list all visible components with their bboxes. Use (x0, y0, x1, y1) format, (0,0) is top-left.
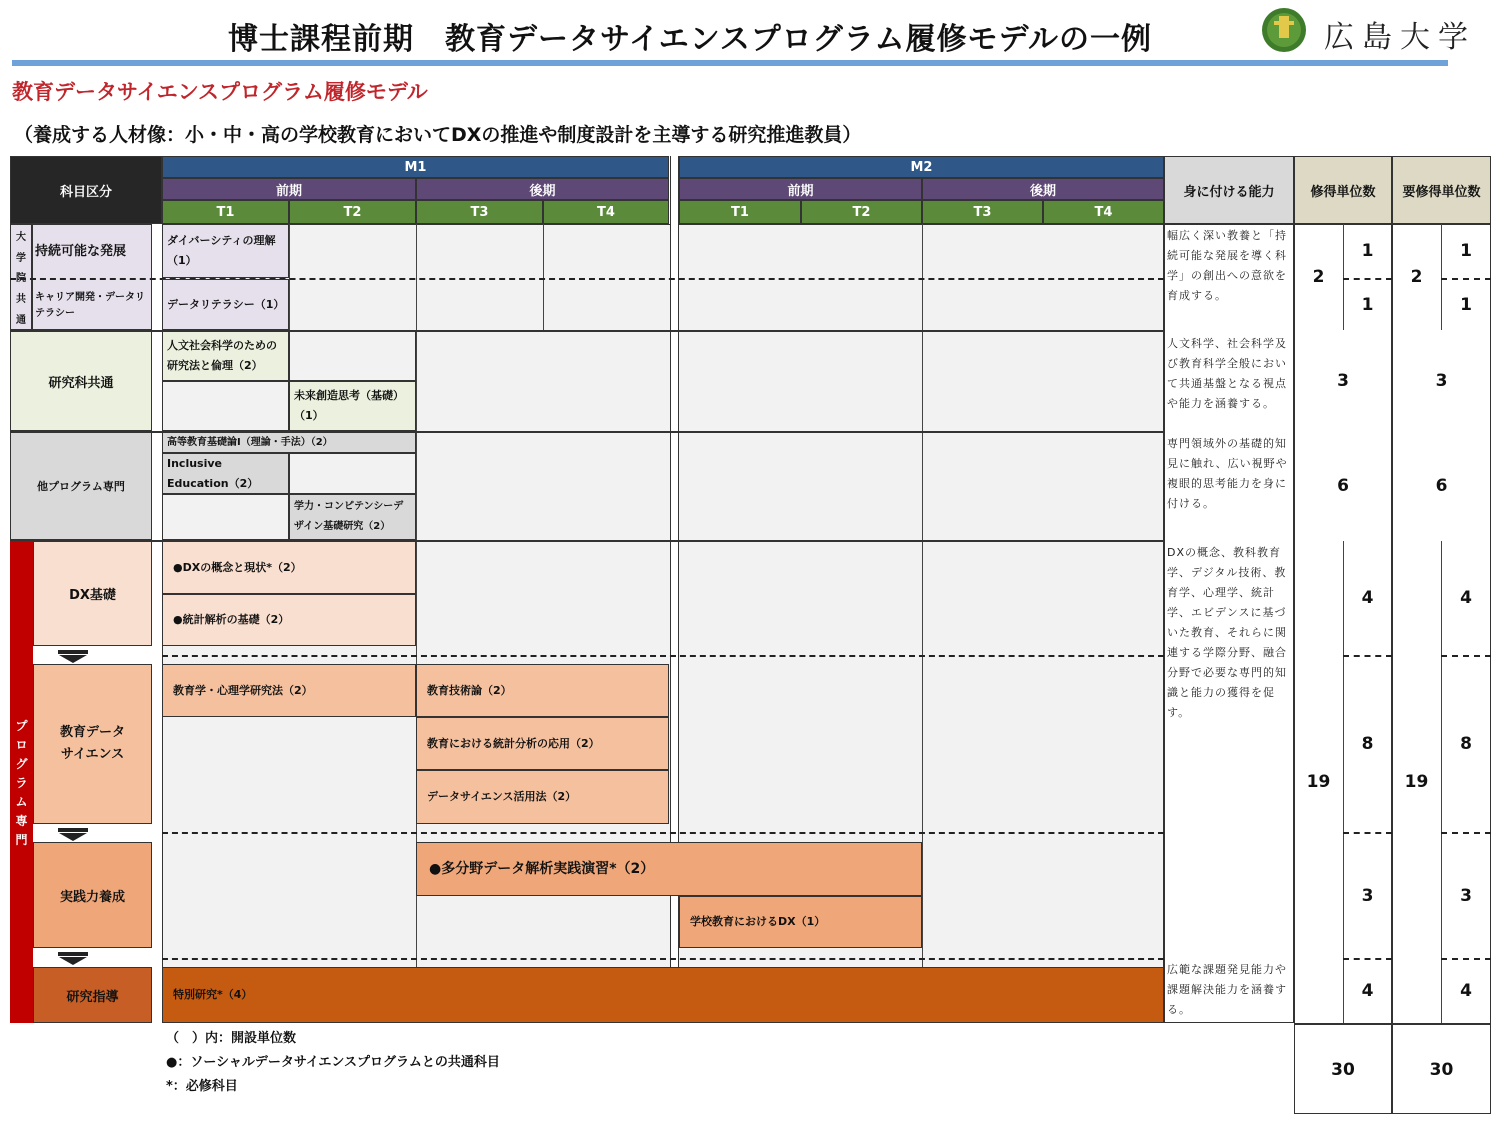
m2-t1: T1 (679, 200, 801, 224)
course-edu-tech: 教育技術論（2） (416, 664, 669, 717)
flow-arrow-bar (58, 650, 88, 654)
earned-program-total: 19 (1306, 772, 1331, 792)
required-grad-total: 2 (1410, 267, 1423, 287)
subtitle: （養成する人材像：小・中・高の学校教育においてDXの推進や制度設計を主導する研究推進教員） (14, 124, 862, 146)
required-dx-basic: 4 (1460, 588, 1472, 608)
earned-grad-total: 2 (1312, 267, 1325, 287)
earned-eds: 8 (1361, 734, 1374, 754)
legend-asterisk: *：必修科目 (166, 1079, 238, 1094)
empty-cell (289, 331, 416, 381)
course-stats-application: 教育における統計分析の応用（2） (416, 717, 669, 770)
m1-t1: T1 (162, 200, 289, 224)
ability-other-program: 専門領域外の基礎的知見に触れ、広い視野や複眼的思考能力を身に付ける。 (1167, 437, 1288, 510)
page-title: 博士課程前期 教育データサイエンスプログラム履修モデルの一例 (228, 22, 1152, 57)
required-eds: 8 (1460, 734, 1472, 754)
category-career: キャリア開発・データリテラシー (35, 292, 145, 319)
grid-line (416, 224, 417, 1023)
earned-other-program: 6 (1337, 476, 1349, 496)
earned-practice: 3 (1361, 885, 1374, 906)
flow-arrow-icon (59, 655, 87, 663)
grid-line (543, 224, 544, 330)
earned-total: 30 (1331, 1059, 1355, 1080)
ability-header: 身に付ける能力 (1164, 156, 1294, 224)
course-data-literacy: データリテラシー（1） (162, 279, 289, 330)
category-header: 科目区分 (10, 156, 162, 224)
ability-grad-common: 幅広く深い教養と「持続可能な発展を導く科学」の創出への意欲を育成する。 (1167, 229, 1287, 302)
course-ds-usage: データサイエンス活用法（2） (416, 770, 669, 824)
legend-parens: （ ）内：開設単位数 (166, 1031, 297, 1046)
category-research-guidance: 研究指導 (33, 967, 152, 1023)
ability-program: DXの概念、教科教育学、デジタル技術、教育学、心理学、統計学、エビデンスに基づいた教育、それらに関連する学際分野、融合分野で必要な専門的知識と能力の獲得を促す。 (1167, 546, 1287, 719)
empty-cell (162, 494, 289, 540)
section-title: 教育データサイエンスプログラム履修モデル (12, 80, 428, 104)
m2-t3: T3 (922, 200, 1043, 224)
legend-circle: ●：ソーシャルデータサイエンスプログラムとの共通科目 (166, 1055, 500, 1070)
category-sustainable: 持続可能な発展 (35, 244, 127, 259)
course-diversity: ダイバーシティの理解（1） (162, 224, 289, 278)
m1-header: M1 (162, 156, 669, 178)
required-other-program: 6 (1435, 476, 1448, 496)
grid-line (289, 224, 290, 330)
course-higher-ed: 高等教育基礎論Ⅰ（理論・手法）（2） (162, 432, 416, 453)
earned-dx-basic: 4 (1361, 588, 1374, 608)
ability-research: 広範な課題発見能力や課題解決能力を涵養する。 (1167, 963, 1287, 1016)
category-dx-basic: DX基礎 (33, 541, 152, 646)
category-other-program: 他プログラム専門 (10, 432, 152, 540)
dashed-divider (162, 655, 1164, 657)
course-inclusive: Inclusive Education（2） (162, 453, 289, 494)
course-special-research: 特別研究*（4） (162, 967, 1164, 1023)
flow-arrow-icon (59, 957, 87, 965)
m2-second-half: 後期 (922, 178, 1164, 200)
course-school-dx: 学校教育におけるDX（1） (679, 896, 922, 948)
course-multi-field: ●多分野データ解析実践演習*（2） (416, 842, 922, 896)
category-practice: 実践力養成 (33, 842, 152, 948)
earned-career: 1 (1361, 294, 1374, 315)
course-edu-psych: 教育学・心理学研究法（2） (162, 664, 416, 717)
m2-first-half: 前期 (679, 178, 922, 200)
earned-sustainable: 1 (1361, 241, 1374, 261)
flow-arrow-icon (59, 833, 87, 841)
course-humanities-methods: 人文社会科学のための研究法と倫理（2） (162, 331, 289, 381)
category-research-common: 研究科共通 (10, 331, 152, 431)
m1-t4: T4 (543, 200, 669, 224)
flow-arrow-bar (58, 952, 88, 956)
dashed-divider (162, 832, 1164, 834)
earned-credits-header: 修得単位数 (1294, 156, 1392, 224)
course-dx-concept: ●DXの概念と現状*（2） (162, 541, 416, 594)
flow-arrow-bar (58, 828, 88, 832)
m1-t3: T3 (416, 200, 543, 224)
m2-t4: T4 (1043, 200, 1164, 224)
grad-common-label: 大 学 院 共 通 (10, 224, 32, 330)
category-eds: 教育データ サイエンス (33, 664, 152, 824)
grid-line (922, 224, 923, 1023)
required-sustainable: 1 (1460, 241, 1472, 261)
required-research-common: 3 (1435, 371, 1448, 391)
m1-first-half: 前期 (162, 178, 416, 200)
m1-second-half: 後期 (416, 178, 669, 200)
m1-t2: T2 (289, 200, 416, 224)
required-practice: 3 (1460, 885, 1472, 906)
course-stats-basic: ●統計解析の基礎（2） (162, 594, 416, 646)
m2-t2: T2 (801, 200, 922, 224)
university-logo-icon (1260, 6, 1316, 54)
m2-header: M2 (679, 156, 1164, 178)
ability-research-common: 人文科学、社会科学及び教育科学全般において共通基盤となる視点や能力を涵養する。 (1167, 337, 1287, 410)
required-research: 4 (1460, 981, 1472, 1001)
required-total: 30 (1429, 1059, 1454, 1080)
earned-research: 4 (1361, 981, 1374, 1001)
university-name: 広島大学 (1324, 20, 1476, 55)
dashed-divider (162, 958, 1164, 960)
category-program: プ ロ グ ラ ム 専 門 (10, 541, 33, 1023)
required-career: 1 (1460, 294, 1472, 315)
empty-cell (162, 381, 289, 431)
empty-cell (289, 453, 416, 494)
course-competency: 学力・コンピテンシーデザイン基礎研究（2） (289, 494, 416, 540)
required-program-total: 19 (1404, 772, 1429, 792)
course-future-thinking: 未来創造思考（基礎）（1） (289, 381, 416, 431)
earned-research-common: 3 (1337, 371, 1349, 391)
required-credits-header: 要修得単位数 (1392, 156, 1491, 224)
header-rule (12, 60, 1448, 66)
